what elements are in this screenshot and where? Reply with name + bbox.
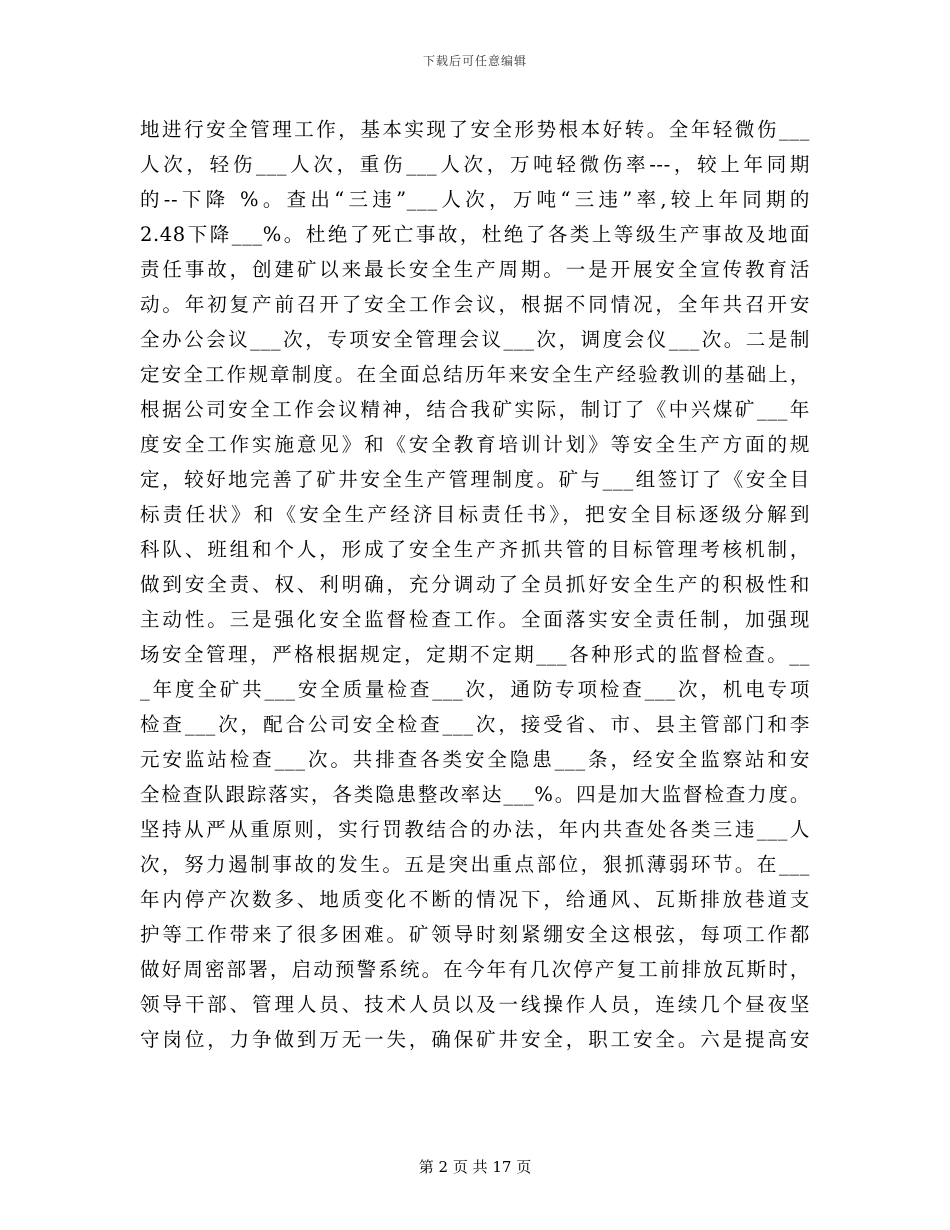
body-line: 全办公会议___次，专项安全管理会议___次，调度会仪___次。二是制 <box>140 328 810 351</box>
body-line: 2.48下降___%。杜绝了死亡事故，杜绝了各类上等级生产事故及地面 <box>140 223 810 246</box>
header-note: 下载后可任意编辑 <box>422 54 527 68</box>
body-line: 标责任状》和《安全生产经济目标责任书》，把安全目标逐级分解到 <box>140 503 810 526</box>
body-line: 的--下降 %。查出“三违”___人次，万吨“三违”率,较上年同期的 <box>140 188 810 211</box>
body-line: 次，努力遏制事故的发生。五是突出重点部位，狠抓薄弱环节。在___ <box>140 853 810 876</box>
body-line: 人次，轻伤___人次，重伤___人次，万吨轻微伤率---，较上年同期 <box>140 153 810 176</box>
body-line: 做到安全责、权、利明确，充分调动了全员抓好安全生产的积极性和 <box>140 573 810 596</box>
body-line: 定安全工作规章制度。在全面总结历年来安全生产经验教训的基础上， <box>140 363 810 386</box>
body-line: 坚持从严从重原则，实行罚教结合的办法，年内共查处各类三违___人 <box>140 818 810 841</box>
document-body <box>140 112 810 1057</box>
body-line: 责任事故，创建矿以来最长安全生产周期。一是开展安全宣传教育活 <box>140 258 810 281</box>
body-line: 根据公司安全工作会议精神，结合我矿实际，制订了《中兴煤矿___年 <box>140 398 810 421</box>
body-line: 度安全工作实施意见》和《安全教育培训计划》等安全生产方面的规 <box>140 433 810 456</box>
body-line: 做好周密部署，启动预警系统。在今年有几次停产复工前排放瓦斯时， <box>140 958 810 981</box>
body-line: 年内停产次数多、地质变化不断的情况下，给通风、瓦斯排放巷道支 <box>140 888 810 911</box>
body-line: 场安全管理，严格根据规定，定期不定期___各种形式的监督检查。__ <box>140 643 810 666</box>
body-line: 全检查队跟踪落实，各类隐患整改率达___%。四是加大监督检查力度。 <box>140 783 810 806</box>
body-line: 领导干部、管理人员、技术人员以及一线操作人员，连续几个昼夜坚 <box>140 993 810 1016</box>
body-line: 科队、班组和个人，形成了安全生产齐抓共管的目标管理考核机制， <box>140 538 810 561</box>
body-line: 地进行安全管理工作，基本实现了安全形势根本好转。全年轻微伤___ <box>140 118 810 141</box>
body-line: 元安监站检查___次。共排查各类安全隐患___条，经安全监察站和安 <box>140 748 810 771</box>
page-number: 第 2 页 共 17 页 <box>418 1158 532 1176</box>
body-line: _年度全矿共___安全质量检查___次，通防专项检查___次，机电专项 <box>140 678 810 701</box>
body-line: 守岗位，力争做到万无一失，确保矿井安全，职工安全。六是提高安 <box>140 1028 810 1051</box>
body-line: 护等工作带来了很多困难。矿领导时刻紧绷安全这根弦，每项工作都 <box>140 923 810 946</box>
body-line: 定，较好地完善了矿井安全生产管理制度。矿与___组签订了《安全目 <box>140 468 810 491</box>
body-line: 检查___次，配合公司安全检查___次，接受省、市、县主管部门和李 <box>140 713 810 736</box>
body-line: 主动性。三是强化安全监督检查工作。全面落实安全责任制，加强现 <box>140 608 810 631</box>
body-line: 动。年初复产前召开了安全工作会议，根据不同情况，全年共召开安 <box>140 293 810 316</box>
